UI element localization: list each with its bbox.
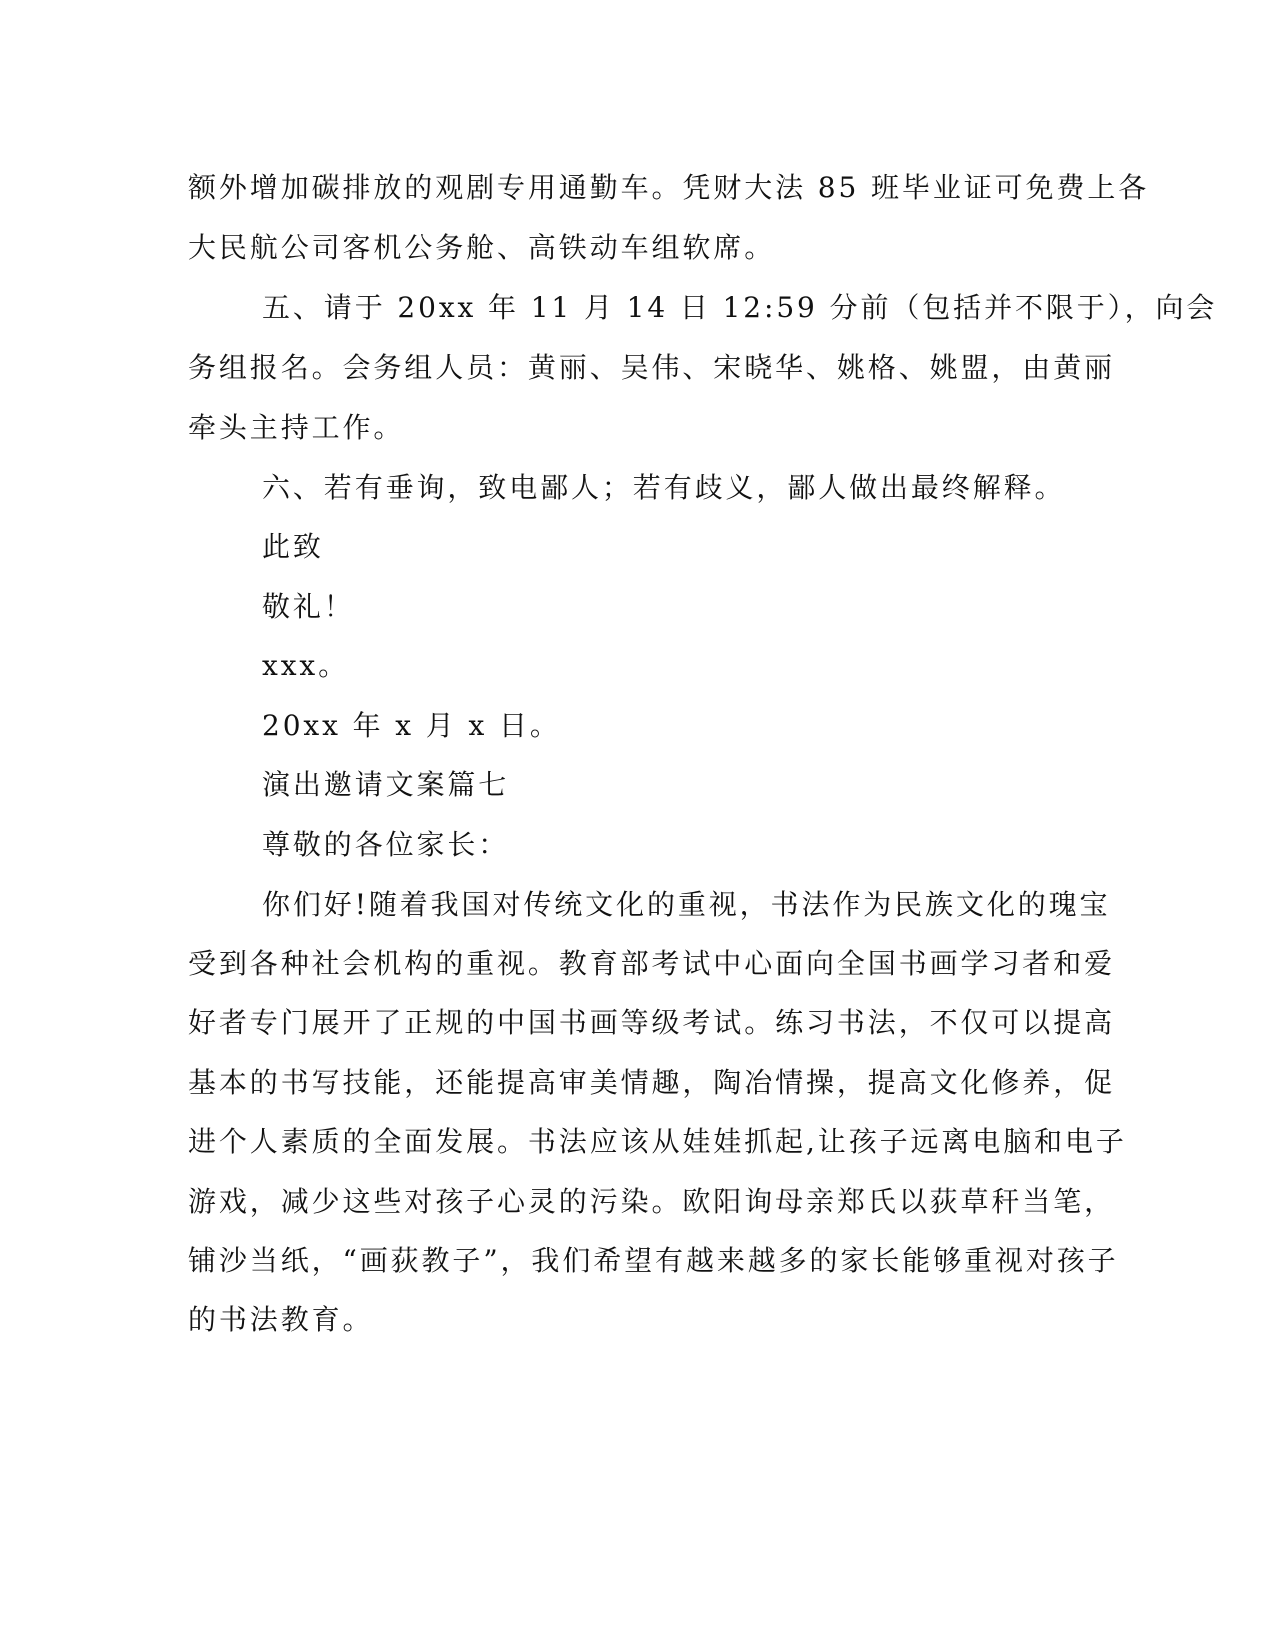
paragraph-line: 游戏，减少这些对孩子心灵的污染。欧阳询母亲郑氏以荻草秆当笔， [188,1185,1116,1218]
paragraph-line: 的书法教育。 [188,1303,374,1336]
paragraph-line: 受到各种社会机构的重视。教育部考试中心面向全国书画学习者和爱 [188,947,1116,980]
paragraph-line: 好者专门展开了正规的中国书画等级考试。练习书法，不仅可以提高 [188,1006,1116,1039]
closing-salutation: 此致 [262,530,324,563]
paragraph-line: 牵头主持工作。 [188,411,405,444]
paragraph-line: 基本的书写技能，还能提高审美情趣，陶冶情操，提高文化修养，促 [188,1066,1116,1099]
paragraph-line: 额外增加碳排放的观剧专用通勤车。凭财大法 85 班毕业证可免费上各 [188,171,1150,204]
paragraph-line: 大民航公司客机公务舱、高铁动车组软席。 [188,231,776,264]
section-title: 演出邀请文案篇七 [262,768,510,801]
paragraph-line: 铺沙当纸，“画荻教子”，我们希望有越来越多的家长能够重视对孩子 [188,1244,1119,1277]
paragraph-line: 你们好!随着我国对传统文化的重视，书法作为民族文化的瑰宝 [262,888,1111,921]
paragraph-line: 务组报名。会务组人员：黄丽、吴伟、宋晓华、姚格、姚盟，由黄丽 [188,351,1116,384]
paragraph-line: 进个人素质的全面发展。书法应该从娃娃抓起,让孩子远离电脑和电子 [188,1125,1127,1158]
closing-regards: 敬礼！ [262,590,355,623]
greeting: 尊敬的各位家长： [262,828,510,861]
paragraph-line: 六、若有垂询，致电鄙人；若有歧义，鄙人做出最终解释。 [262,471,1066,504]
signature-name: xxx。 [262,649,349,682]
paragraph-line: 五、请于 20xx 年 11 月 14 日 12:59 分前（包括并不限于），向会 [262,291,1218,324]
signature-date: 20xx 年 x 月 x 日。 [262,709,561,742]
